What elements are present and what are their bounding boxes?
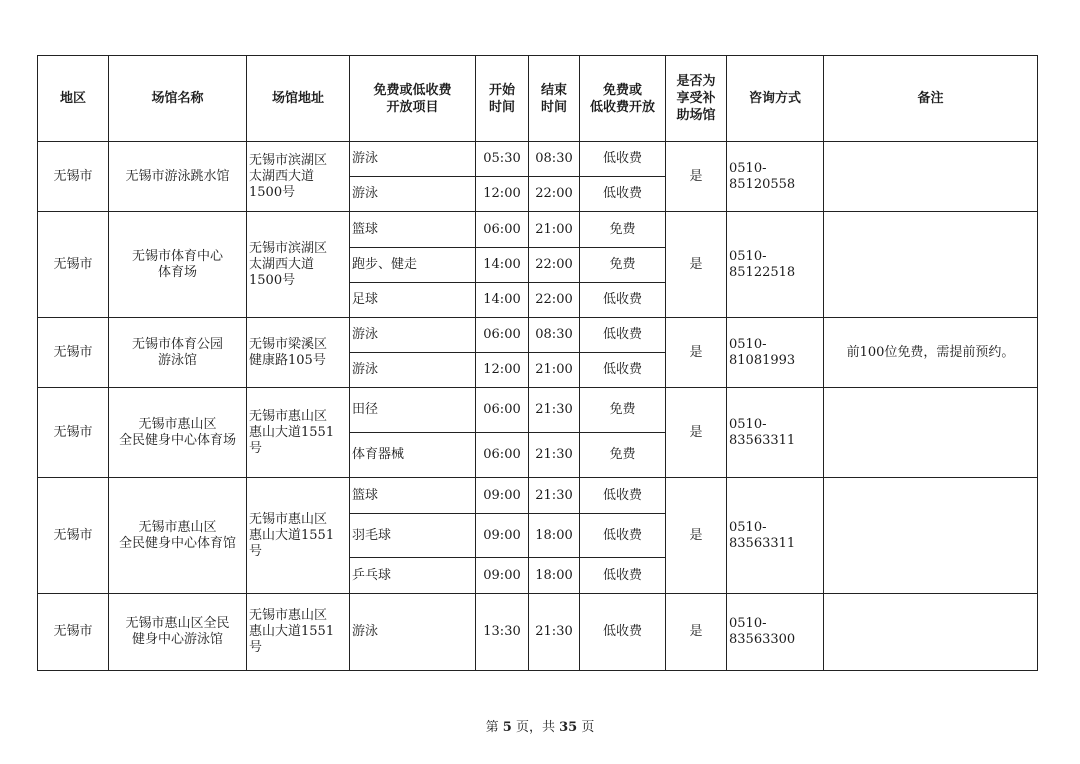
fee-type-cell: 免费 [580,433,666,478]
start-time-cell: 06:00 [476,433,529,478]
header-region: 地区 [38,56,109,142]
fee-type-cell: 低收费 [580,514,666,558]
contact-cell: 0510-85120558 [727,142,824,212]
subsidized-cell: 是 [666,212,727,318]
end-time-cell: 21:00 [529,353,580,388]
footer-total-pages: 35 [559,720,578,735]
program-cell: 足球 [350,283,476,318]
subsidized-cell: 是 [666,594,727,671]
remarks-cell [824,142,1038,212]
header-fee-type: 免费或 低收费开放 [580,56,666,142]
venue-name-cell: 无锡市游泳跳水馆 [109,142,247,212]
start-time-cell: 12:00 [476,353,529,388]
fee-type-cell: 低收费 [580,594,666,671]
venue-name-cell: 无锡市惠山区全民 健身中心游泳馆 [109,594,247,671]
header-remarks: 备注 [824,56,1038,142]
remarks-cell [824,212,1038,318]
subsidized-cell: 是 [666,142,727,212]
end-time-cell: 22:00 [529,283,580,318]
start-time-cell: 06:00 [476,388,529,433]
fee-type-cell: 低收费 [580,353,666,388]
program-cell: 游泳 [350,177,476,212]
start-time-cell: 12:00 [476,177,529,212]
subsidized-cell: 是 [666,388,727,478]
page-footer [0,716,1080,735]
table-row [38,478,1038,514]
fee-type-cell: 免费 [580,248,666,283]
program-cell: 体育器械 [350,433,476,478]
table-row [38,142,1038,177]
region-cell: 无锡市 [38,318,109,388]
header-contact: 咨询方式 [727,56,824,142]
fee-type-cell: 低收费 [580,478,666,514]
header-venue-name: 场馆名称 [109,56,247,142]
contact-cell: 0510-81081993 [727,318,824,388]
fee-type-cell: 低收费 [580,558,666,594]
region-cell: 无锡市 [38,212,109,318]
address-cell: 无锡市惠山区 惠山大道1551 号 [247,478,350,594]
end-time-cell: 22:00 [529,248,580,283]
start-time-cell: 09:00 [476,478,529,514]
address-cell: 无锡市梁溪区 健康路105号 [247,318,350,388]
subsidized-cell: 是 [666,478,727,594]
program-cell: 游泳 [350,318,476,353]
table-row [38,212,1038,248]
venue-name-cell: 无锡市体育中心 体育场 [109,212,247,318]
program-cell: 跑步、健走 [350,248,476,283]
start-time-cell: 14:00 [476,248,529,283]
start-time-cell: 14:00 [476,283,529,318]
start-time-cell: 05:30 [476,142,529,177]
footer-page-number: 5 [502,720,512,735]
venue-name-cell: 无锡市惠山区 全民健身中心体育馆 [109,478,247,594]
contact-cell: 0510-83563311 [727,388,824,478]
start-time-cell: 09:00 [476,514,529,558]
header-address: 场馆地址 [247,56,350,142]
venue-name-cell: 无锡市体育公园 游泳馆 [109,318,247,388]
region-cell: 无锡市 [38,142,109,212]
fee-type-cell: 低收费 [580,283,666,318]
region-cell: 无锡市 [38,594,109,671]
contact-cell: 0510-83563300 [727,594,824,671]
remarks-cell [824,478,1038,594]
program-cell: 篮球 [350,478,476,514]
end-time-cell: 21:30 [529,433,580,478]
start-time-cell: 13:30 [476,594,529,671]
remarks-cell [824,594,1038,671]
address-cell: 无锡市滨湖区 太湖西大道 1500号 [247,142,350,212]
table-row [38,594,1038,671]
program-cell: 游泳 [350,142,476,177]
subsidized-cell: 是 [666,318,727,388]
start-time-cell: 09:00 [476,558,529,594]
end-time-cell: 21:30 [529,594,580,671]
region-cell: 无锡市 [38,388,109,478]
fee-type-cell: 免费 [580,212,666,248]
program-cell: 游泳 [350,594,476,671]
program-cell: 篮球 [350,212,476,248]
address-cell: 无锡市惠山区 惠山大道1551 号 [247,388,350,478]
header-program: 免费或低收费 开放项目 [350,56,476,142]
contact-cell: 0510-83563311 [727,478,824,594]
end-time-cell: 08:30 [529,318,580,353]
header-subsidized: 是否为 享受补 助场馆 [666,56,727,142]
contact-cell: 0510-85122518 [727,212,824,318]
fee-type-cell: 低收费 [580,318,666,353]
end-time-cell: 18:00 [529,514,580,558]
program-cell: 田径 [350,388,476,433]
end-time-cell: 21:00 [529,212,580,248]
program-cell: 游泳 [350,353,476,388]
remarks-cell [824,388,1038,478]
fee-type-cell: 低收费 [580,177,666,212]
start-time-cell: 06:00 [476,212,529,248]
end-time-cell: 22:00 [529,177,580,212]
end-time-cell: 21:30 [529,388,580,433]
end-time-cell: 18:00 [529,558,580,594]
end-time-cell: 08:30 [529,142,580,177]
table-row [38,318,1038,353]
footer-prefix: 第 [485,720,499,735]
footer-middle: 页，共 [515,720,555,735]
program-cell: 乒乓球 [350,558,476,594]
region-cell: 无锡市 [38,478,109,594]
fee-type-cell: 低收费 [580,142,666,177]
program-cell: 羽毛球 [350,514,476,558]
header-start-time: 开始 时间 [476,56,529,142]
remarks-cell: 前100位免费，需提前预约。 [824,318,1038,388]
address-cell: 无锡市惠山区 惠山大道1551 号 [247,594,350,671]
venue-name-cell: 无锡市惠山区 全民健身中心体育场 [109,388,247,478]
header-row [38,56,1038,142]
venue-table [37,55,1038,671]
footer-suffix: 页 [581,720,595,735]
start-time-cell: 06:00 [476,318,529,353]
fee-type-cell: 免费 [580,388,666,433]
table-row [38,388,1038,433]
header-end-time: 结束 时间 [529,56,580,142]
address-cell: 无锡市滨湖区 太湖西大道 1500号 [247,212,350,318]
end-time-cell: 21:30 [529,478,580,514]
